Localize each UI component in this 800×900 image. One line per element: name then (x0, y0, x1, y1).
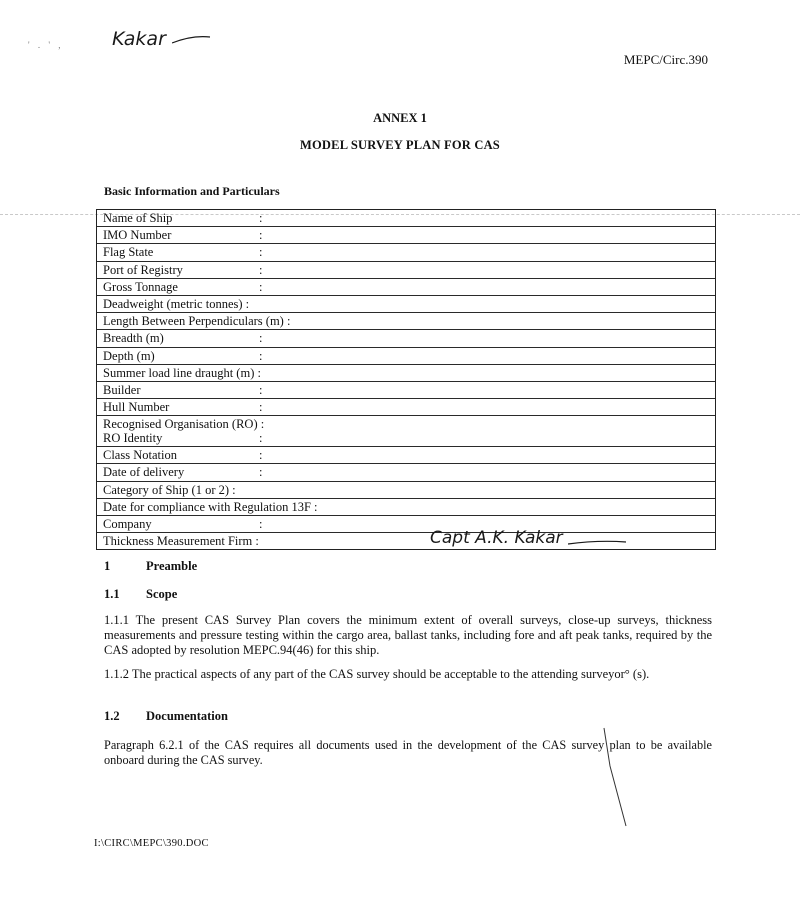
particulars-row (97, 399, 715, 416)
paragraph-1-1-1: 1.1.1 The present CAS Survey Plan covers the minimum extent of overall surveys, close-up surveys, thickness measurements and pressure testing within the cargo area, ballast tanks, including fore and aft peak tanks, required by the CAS adopted by resolution MEPC.94(46) for this ship. (104, 613, 712, 657)
field-label: Category of Ship (1 or 2) : (103, 482, 236, 497)
handwritten-signature-top: Kakar (112, 28, 212, 50)
field-label: Class Notation (103, 448, 177, 463)
field-label: Recognised Organisation (RO) : (103, 417, 265, 432)
signature-stroke (172, 33, 212, 47)
field-colon: : (259, 262, 263, 277)
field-label: Port of Registry (103, 262, 183, 277)
file-path-footer: I:\CIRC\MEPC\390.DOC (94, 838, 209, 849)
field-label: Breadth (m) (103, 331, 164, 346)
field-colon: : (259, 245, 263, 260)
field-label: Date of delivery (103, 465, 185, 480)
field-colon: : (259, 448, 263, 463)
particulars-row (97, 313, 715, 330)
particulars-row (97, 348, 715, 365)
section-title: Preamble (146, 559, 198, 573)
section-number: 1 (104, 559, 111, 573)
field-label: Summer load line draught (m) : (103, 365, 261, 380)
field-colon: : (259, 465, 263, 480)
particulars-table (96, 209, 716, 550)
particulars-row (97, 482, 715, 499)
field-label: Gross Tonnage (103, 279, 178, 294)
paragraph-1-1-2: 1.1.2 The practical aspects of any part of the CAS survey should be acceptable to the attending surveyor° (s). (104, 667, 650, 681)
section-number: 1.1 (104, 587, 120, 601)
particulars-row (97, 210, 715, 227)
field-label: Hull Number (103, 400, 170, 415)
particulars-row (97, 447, 715, 464)
particulars-row (97, 499, 715, 516)
field-colon: : (259, 382, 263, 397)
field-label: Name of Ship (103, 211, 173, 225)
field-colon: : (259, 400, 263, 415)
field-label: Date for compliance with Regulation 13F : (103, 499, 318, 514)
field-colon: : (259, 211, 263, 225)
particulars-row (97, 262, 715, 279)
particulars-row (97, 244, 715, 261)
field-label: Length Between Perpendiculars (m) : (103, 314, 291, 329)
section-heading-basic-info: Basic Information and Particulars (104, 184, 280, 198)
particulars-row (97, 382, 715, 399)
field-colon: : (259, 431, 263, 446)
field-label: Flag State (103, 245, 154, 260)
field-label: Depth (m) (103, 348, 155, 363)
annex-heading: ANNEX 1 (373, 111, 427, 125)
document-reference: MEPC/Circ.390 (623, 52, 708, 67)
particulars-row (97, 330, 715, 347)
pen-mark (600, 726, 640, 836)
field-label: Builder (103, 382, 141, 397)
particulars-row (97, 227, 715, 244)
field-label: IMO Number (103, 228, 172, 243)
particulars-row (97, 365, 715, 382)
handwritten-signature-captain: Capt A.K. Kakar (430, 528, 628, 548)
field-colon: : (259, 279, 263, 294)
particulars-row (97, 464, 715, 481)
particulars-row (97, 279, 715, 296)
scan-margin-marks: ' . ' , (28, 40, 64, 50)
section-title: Documentation (146, 709, 228, 723)
section-1-2-heading (104, 709, 228, 724)
section-1-1-heading (104, 587, 177, 602)
field-label: RO Identity (103, 431, 163, 446)
section-1-heading (104, 559, 197, 574)
section-number: 1.2 (104, 709, 120, 723)
document-title: MODEL SURVEY PLAN FOR CAS (300, 138, 500, 152)
field-colon: : (259, 348, 263, 363)
particulars-row (97, 416, 715, 447)
field-label: Deadweight (metric tonnes) : (103, 296, 250, 311)
section-title: Scope (146, 587, 178, 601)
field-label: Company (103, 517, 152, 531)
field-label: Thickness Measurement Firm : (103, 534, 259, 549)
field-colon: : (259, 517, 263, 531)
field-colon: : (259, 228, 263, 243)
paragraph-1-2: Paragraph 6.2.1 of the CAS requires all documents used in the development of the CAS survey plan to be available onboard during the CAS survey. (104, 738, 712, 767)
particulars-row (97, 296, 715, 313)
field-colon: : (259, 331, 263, 346)
signature-underline (568, 536, 628, 548)
